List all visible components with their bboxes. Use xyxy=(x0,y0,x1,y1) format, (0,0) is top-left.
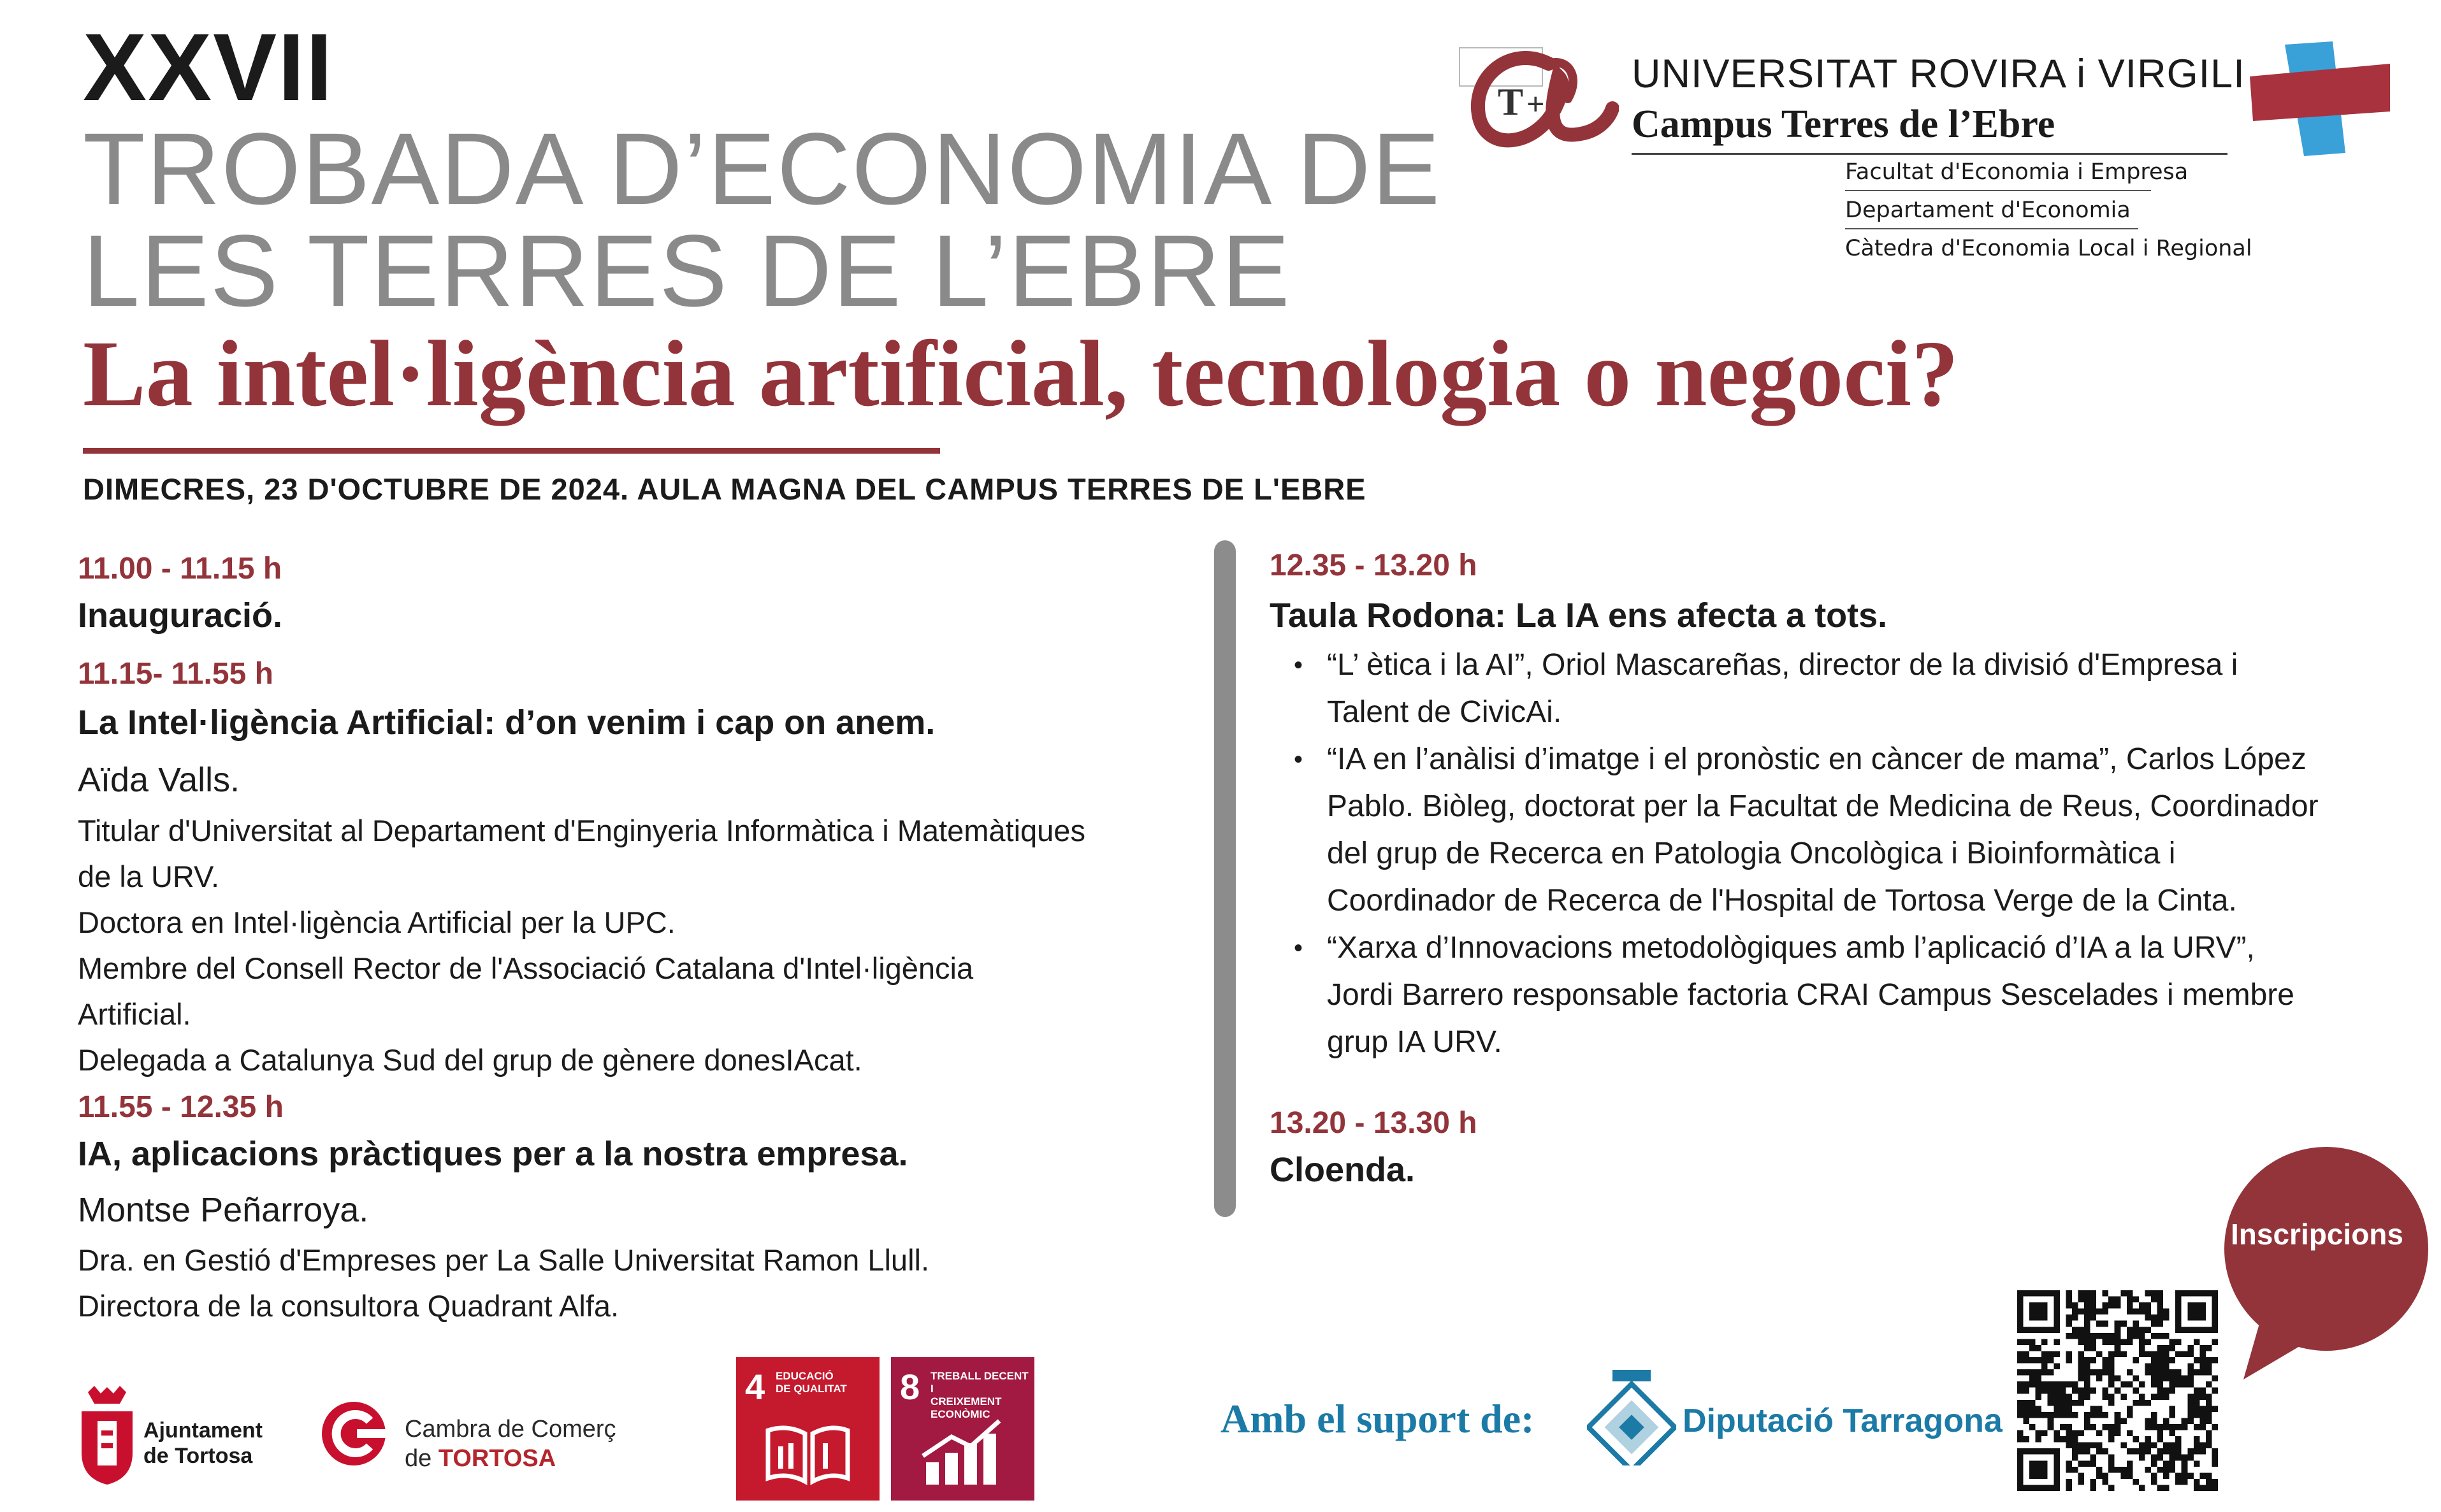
campus-cross-logo-icon xyxy=(2250,41,2390,156)
sdg-label-line: TREBALL DECENT I xyxy=(931,1370,1029,1395)
list-item xyxy=(1287,925,2319,1066)
bio-line: Dra. en Gestió d'Empreses per La Salle Universitat Ramon Llull. xyxy=(78,1243,930,1277)
list-item-line: • “Xarxa d’Innovacions metodològiques amb l’aplicació d’IA a la URV”, xyxy=(1327,931,2255,965)
ajuntament-shield-icon xyxy=(75,1386,139,1485)
bio-line: Directora de la consultora Quadrant Alfa. xyxy=(78,1289,619,1323)
qr-code-icon[interactable] xyxy=(2017,1290,2218,1491)
support-label: Amb el suport de: xyxy=(1220,1396,1535,1441)
sdg-4-badge xyxy=(736,1357,880,1501)
university-name: UNIVERSITAT ROVIRA i VIRGILI xyxy=(1632,52,2245,96)
list-item-line: grup IA URV. xyxy=(1327,1025,1502,1059)
speaker-name: Aïda Valls. xyxy=(78,761,240,799)
panel-list xyxy=(1287,642,2319,1066)
sdg-label xyxy=(776,1370,847,1395)
session-title: Inauguració. xyxy=(78,596,283,635)
svg-text:+: + xyxy=(1526,86,1545,122)
sdg-label-line: ECONÒMIC xyxy=(931,1408,990,1420)
cambra-prefix: de xyxy=(405,1445,438,1472)
diputacio-logo-icon xyxy=(1587,1370,1676,1465)
department-divider xyxy=(1845,190,2151,191)
registration-link[interactable]: Inscripcions xyxy=(2231,1218,2403,1251)
list-item-line: Pablo. Biòleg, doctorat per la Facultat de Medicina de Reus, Coordinador xyxy=(1327,789,2319,823)
university-divider xyxy=(1632,153,2227,155)
list-item-line: Talent de CivicAi. xyxy=(1327,695,1562,729)
book-icon xyxy=(762,1418,854,1488)
svg-text:T: T xyxy=(1498,81,1524,123)
session-title: La Intel·ligència Artificial: d’on venim i cap on anem. xyxy=(78,703,936,742)
column-divider xyxy=(1214,540,1236,1217)
list-item-line: del grup de Recerca en Patologia Oncològica i Bioinformàtica i xyxy=(1327,837,2176,870)
session-title: IA, aplicacions pràctiques per a la nostra empresa. xyxy=(78,1135,908,1173)
speaker-bio xyxy=(78,1237,929,1329)
speaker-bio xyxy=(78,808,1085,1083)
cambra-name xyxy=(405,1415,616,1473)
list-item xyxy=(1287,642,2319,736)
cambra-logo-icon xyxy=(319,1399,402,1469)
department-name: Departament d'Economia xyxy=(1845,198,2131,223)
chair-name: Càtedra d'Economia Local i Regional xyxy=(1845,236,2252,261)
session-time: 11.00 - 11.15 h xyxy=(78,552,282,586)
session-title: Taula Rodona: La IA ens afecta a tots. xyxy=(1270,596,1888,635)
campus-name: Campus Terres de l’Ebre xyxy=(1632,103,2055,146)
list-item-line: Jordi Barrero responsable factoria CRAI Campus Sescelades i membre xyxy=(1327,978,2294,1012)
bio-line: Membre del Consell Rector de l'Associació Catalana d'Intel·ligència xyxy=(78,951,974,985)
event-subtitle: La intel·ligència artificial, tecnologia o negoci? xyxy=(83,322,1959,426)
list-item-line: • “IA en l’anàlisi d’imatge i el pronòstic en càncer de mama”, Carlos López xyxy=(1327,742,2307,776)
sdg-label xyxy=(931,1370,1034,1421)
sdg-8-badge xyxy=(891,1357,1034,1501)
sdg-label-line: CREIXEMENT xyxy=(931,1395,1002,1408)
department-divider xyxy=(1845,228,2138,229)
list-item-line: • “L’ ètica i la AI”, Oriol Mascareñas, director de la divisió d'Empresa i xyxy=(1327,648,2238,682)
session-time: 12.35 - 13.20 h xyxy=(1270,549,1477,582)
list-item xyxy=(1287,736,2319,925)
sdg-label-line: EDUCACIÓ xyxy=(776,1370,834,1382)
list-item-line: Coordinador de Recerca de l'Hospital de Tortosa Verge de la Cinta. xyxy=(1327,884,2237,918)
ajuntament-line: de Tortosa xyxy=(143,1444,253,1468)
cambra-highlight: TORTOSA xyxy=(438,1445,556,1472)
session-title: Cloenda. xyxy=(1270,1151,1416,1189)
ajuntament-line: Ajuntament xyxy=(143,1418,263,1443)
cambra-line xyxy=(405,1444,616,1473)
date-location: DIMECRES, 23 D'OCTUBRE DE 2024. AULA MAGNA DEL CAMPUS TERRES DE L'EBRE xyxy=(83,472,1366,506)
bio-line: Doctora en Intel·ligència Artificial per la UPC. xyxy=(78,905,676,939)
session-time: 11.55 - 12.35 h xyxy=(78,1090,284,1124)
faculty-name: Facultat d'Economia i Empresa xyxy=(1845,159,2189,185)
edition-number: XXVII xyxy=(83,13,334,120)
urv-logo-icon xyxy=(1453,38,1619,166)
speech-bubble-icon xyxy=(2205,1141,2428,1383)
bio-line: de la URV. xyxy=(78,860,220,893)
subtitle-underline xyxy=(83,448,940,454)
ajuntament-name xyxy=(143,1418,263,1469)
bio-line: Artificial. xyxy=(78,997,191,1031)
sdg-number: 8 xyxy=(900,1367,920,1407)
speaker-name: Montse Peñarroya. xyxy=(78,1191,369,1229)
session-time: 13.20 - 13.30 h xyxy=(1270,1106,1477,1140)
bio-line: Delegada a Catalunya Sud del grup de gènere donesIAcat. xyxy=(78,1043,862,1077)
diputacio-name: Diputació Tarragona xyxy=(1683,1402,2003,1439)
sdg-number: 4 xyxy=(745,1367,765,1407)
event-title-line2: LES TERRES DE L’EBRE xyxy=(83,213,1291,328)
event-title-line1: TROBADA D’ECONOMIA DE xyxy=(83,112,1442,226)
cambra-line: Cambra de Comerç xyxy=(405,1416,616,1443)
session-time: 11.15- 11.55 h xyxy=(78,657,273,691)
bio-line: Titular d'Universitat al Departament d'Enginyeria Informàtica i Matemàtiques xyxy=(78,814,1085,847)
sdg-label-line: DE QUALITAT xyxy=(776,1383,847,1395)
growth-chart-icon xyxy=(916,1418,1009,1488)
